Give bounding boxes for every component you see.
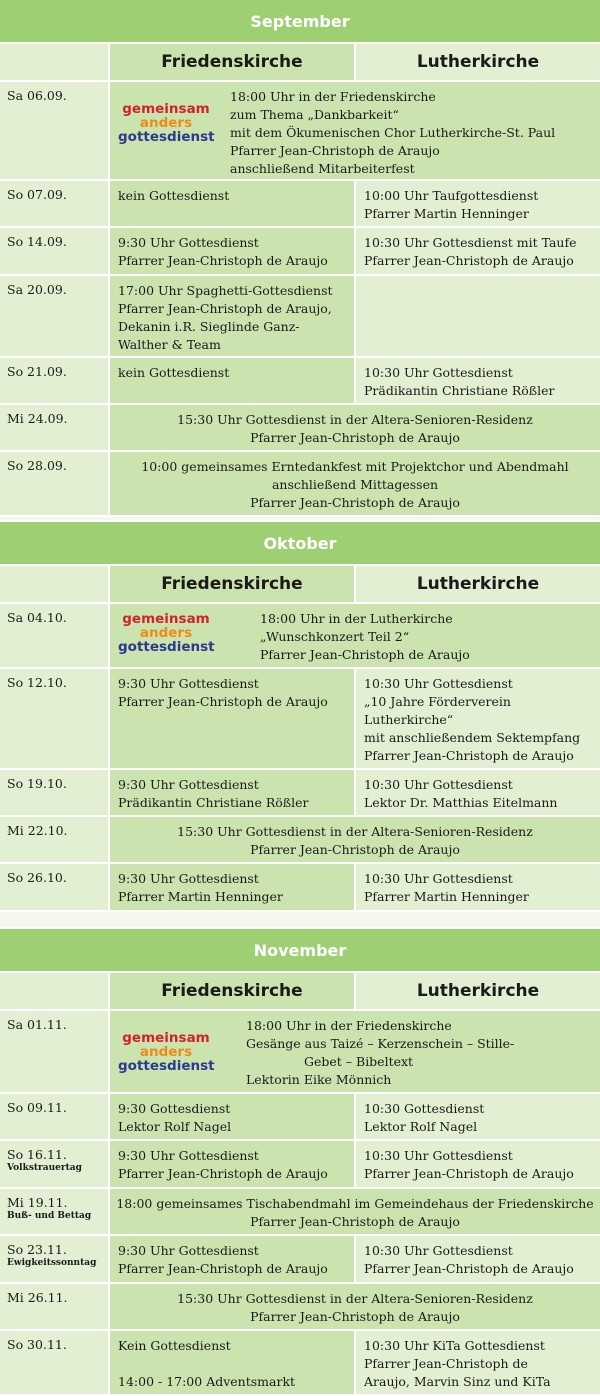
column-header-row bbox=[0, 566, 600, 604]
friedenskirche-cell: kein Gottesdienst bbox=[110, 358, 356, 403]
table-row bbox=[0, 228, 600, 276]
date-cell: So 12.10. bbox=[0, 669, 110, 768]
holiday-label: Volkstrauertag bbox=[7, 1163, 82, 1173]
date-cell: So 07.09. bbox=[0, 181, 110, 226]
date-cell: So 23.11. Ewigkeitssonntag bbox=[0, 1236, 110, 1282]
column-header-friedenskirche: Friedenskirche bbox=[110, 566, 356, 602]
table-row bbox=[0, 276, 600, 358]
date-cell: Sa 04.10. bbox=[0, 604, 110, 667]
lutherkirche-cell: 10:00 Uhr Taufgottesdienst Pfarrer Martin Henninger bbox=[356, 181, 600, 226]
table-row bbox=[0, 1284, 600, 1331]
date-cell: Mi 26.11. bbox=[0, 1284, 110, 1329]
joint-service-cell: gemeinsam anders gottesdienst 18:00 Uhr in der Friedenskirche Gesänge aus Taizé – Kerzenschein – Stille- Gebet – Bibeltext Lektorin Eike Mönnich bbox=[110, 1011, 600, 1092]
friedenskirche-cell: 9:30 Uhr Gottesdienst Prädikantin Christiane Rößler bbox=[110, 770, 356, 815]
table-row bbox=[0, 669, 600, 770]
month-title: September bbox=[0, 0, 600, 44]
date-cell: So 09.11. bbox=[0, 1094, 110, 1139]
date-cell: Mi 24.09. bbox=[0, 405, 110, 450]
lutherkirche-cell: 10:30 Uhr Gottesdienst Lektor Dr. Matthias Eitelmann bbox=[356, 770, 600, 815]
gemeinsam-anders-gottesdienst-logo: gemeinsam anders gottesdienst bbox=[118, 101, 215, 145]
date-cell: Sa 06.09. bbox=[0, 82, 110, 179]
lutherkirche-cell: 10:30 Uhr Gottesdienst mit Taufe Pfarrer Jean-Christoph de Araujo bbox=[356, 228, 600, 274]
joint-service-cell: 15:30 Uhr Gottesdienst in der Altera-Senioren-Residenz Pfarrer Jean-Christoph de Araujo bbox=[110, 405, 600, 450]
date-cell: So 19.10. bbox=[0, 770, 110, 815]
friedenskirche-cell: 9:30 Uhr Gottesdienst Pfarrer Martin Henninger bbox=[110, 864, 356, 910]
month-title: Oktober bbox=[0, 522, 600, 566]
column-header-friedenskirche: Friedenskirche bbox=[110, 973, 356, 1009]
holiday-label: Ewigkeitssonntag bbox=[7, 1258, 97, 1268]
column-header-lutherkirche: Lutherkirche bbox=[356, 566, 600, 602]
column-header-row bbox=[0, 44, 600, 82]
column-header-row bbox=[0, 973, 600, 1011]
month-september bbox=[0, 0, 600, 517]
date-cell: Mi 19.11. Buß- und Bettag bbox=[0, 1189, 110, 1234]
lutherkirche-cell: 10:30 Uhr Gottesdienst Pfarrer Martin Henninger bbox=[356, 864, 600, 910]
date-cell: So 16.11. Volkstrauertag bbox=[0, 1141, 110, 1187]
gemeinsam-anders-gottesdienst-logo: gemeinsam anders gottesdienst bbox=[118, 611, 215, 655]
column-header-lutherkirche: Lutherkirche bbox=[356, 44, 600, 80]
joint-service-cell: 15:30 Uhr Gottesdienst in der Altera-Senioren-Residenz Pfarrer Jean-Christoph de Araujo bbox=[110, 817, 600, 862]
month-oktober bbox=[0, 522, 600, 912]
lutherkirche-cell: 10:30 Uhr Gottesdienst Pfarrer Jean-Christoph de Araujo bbox=[356, 1236, 600, 1282]
month-november bbox=[0, 929, 600, 1396]
date-cell: So 26.10. bbox=[0, 864, 110, 910]
lutherkirche-cell bbox=[356, 276, 600, 356]
table-row bbox=[0, 1011, 600, 1094]
column-header-lutherkirche: Lutherkirche bbox=[356, 973, 600, 1009]
date-cell: So 30.11. bbox=[0, 1331, 110, 1394]
joint-service-cell: 18:00 gemeinsames Tischabendmahl im Gemeindehaus der Friedenskirche Pfarrer Jean-Christoph de Araujo bbox=[110, 1189, 600, 1234]
joint-service-cell: 15:30 Uhr Gottesdienst in der Altera-Senioren-Residenz Pfarrer Jean-Christoph de Araujo bbox=[110, 1284, 600, 1329]
table-row bbox=[0, 770, 600, 817]
date-cell: So 28.09. bbox=[0, 452, 110, 515]
table-row bbox=[0, 405, 600, 452]
date-cell: Sa 20.09. bbox=[0, 276, 110, 356]
table-row bbox=[0, 1331, 600, 1396]
friedenskirche-cell: 17:00 Uhr Spaghetti-Gottesdienst Pfarrer Jean-Christoph de Araujo, Dekanin i.R. Sieglinde Ganz- Walther & Team bbox=[110, 276, 356, 356]
joint-service-cell: gemeinsam anders gottesdienst 18:00 Uhr in der Lutherkirche „Wunschkonzert Teil 2“ Pfarrer Jean-Christoph de Araujo bbox=[110, 604, 600, 667]
friedenskirche-cell: 9:30 Uhr Gottesdienst Pfarrer Jean-Christoph de Araujo bbox=[110, 228, 356, 274]
joint-service-cell bbox=[110, 82, 600, 179]
lutherkirche-cell: 10:30 Uhr Gottesdienst „10 Jahre Förderverein Lutherkirche“ mit anschließendem Sektempfang Pfarrer Jean-Christoph de Araujo bbox=[356, 669, 600, 768]
gemeinsam-anders-gottesdienst-logo: gemeinsam anders gottesdienst bbox=[118, 1030, 215, 1074]
table-row bbox=[0, 817, 600, 864]
table-row bbox=[0, 1094, 600, 1141]
lutherkirche-cell: 10:30 Uhr Gottesdienst Prädikantin Christiane Rößler bbox=[356, 358, 600, 403]
lutherkirche-cell: 10:30 Uhr KiTa Gottesdienst Pfarrer Jean-Christoph de Araujo, Marvin Sinz und KiTa bbox=[356, 1331, 600, 1394]
lutherkirche-cell: 10:30 Uhr Gottesdienst Pfarrer Jean-Christoph de Araujo bbox=[356, 1141, 600, 1187]
table-row bbox=[0, 358, 600, 405]
holiday-label: Buß- und Bettag bbox=[7, 1211, 92, 1221]
table-row bbox=[0, 604, 600, 669]
table-row bbox=[0, 1236, 600, 1284]
column-header-friedenskirche: Friedenskirche bbox=[110, 44, 356, 80]
friedenskirche-cell: 9:30 Uhr Gottesdienst Pfarrer Jean-Christoph de Araujo bbox=[110, 669, 356, 768]
table-row bbox=[0, 181, 600, 228]
date-cell: So 21.09. bbox=[0, 358, 110, 403]
friedenskirche-cell: Kein Gottesdienst 14:00 - 17:00 Adventsmarkt bbox=[110, 1331, 356, 1394]
friedenskirche-cell: 9:30 Uhr Gottesdienst Pfarrer Jean-Christoph de Araujo bbox=[110, 1236, 356, 1282]
friedenskirche-cell: kein Gottesdienst bbox=[110, 181, 356, 226]
table-row bbox=[0, 864, 600, 912]
table-row bbox=[0, 452, 600, 517]
friedenskirche-cell: 9:30 Gottesdienst Lektor Rolf Nagel bbox=[110, 1094, 356, 1139]
event-line: mit dem Ökumenischen Chor Lutherkirche-St. Paul bbox=[230, 125, 556, 140]
date-cell: Sa 01.11. bbox=[0, 1011, 110, 1092]
event-line: zum Thema „Dankbarkeit“ bbox=[230, 107, 399, 122]
table-row bbox=[0, 1189, 600, 1236]
table-row bbox=[0, 1141, 600, 1189]
event-line: Pfarrer Jean-Christoph de Araujo bbox=[230, 143, 440, 158]
date-cell: Mi 22.10. bbox=[0, 817, 110, 862]
joint-service-cell: 10:00 gemeinsames Erntedankfest mit Projektchor und Abendmahl anschließend Mittagessen Pfarrer Jean-Christoph de Araujo bbox=[110, 452, 600, 515]
event-line: anschließend Mitarbeiterfest bbox=[230, 161, 415, 176]
friedenskirche-cell: 9:30 Uhr Gottesdienst Pfarrer Jean-Christoph de Araujo bbox=[110, 1141, 356, 1187]
event-line: 18:00 Uhr in der Friedenskirche bbox=[230, 89, 436, 104]
lutherkirche-cell: 10:30 Gottesdienst Lektor Rolf Nagel bbox=[356, 1094, 600, 1139]
table-row bbox=[0, 82, 600, 181]
date-cell: So 14.09. bbox=[0, 228, 110, 274]
month-title: November bbox=[0, 929, 600, 973]
